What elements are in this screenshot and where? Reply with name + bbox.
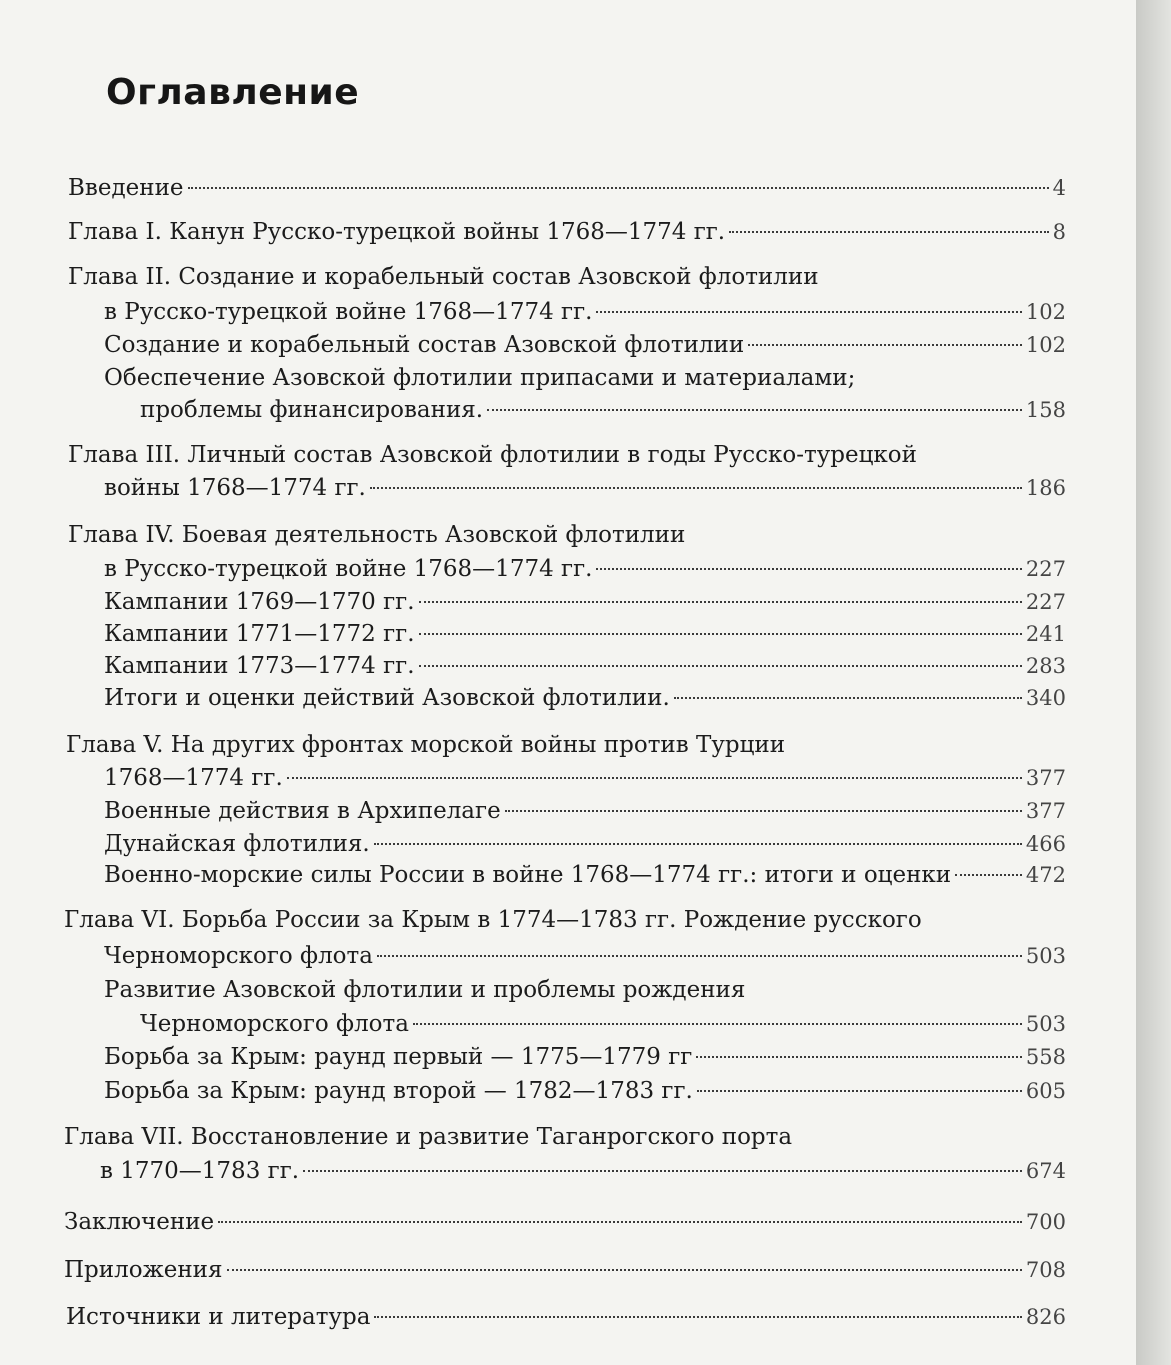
toc-entry-page: 158 [1025,398,1066,422]
toc-entry-page: 102 [1025,333,1066,357]
toc-entry-sources [66,1301,1066,1333]
toc-entry-page: 503 [1025,1012,1066,1036]
toc-entry-label: Глава VII. Восстановление и развитие Таганрогского порта [64,1124,793,1150]
toc-entry-label: Приложения [64,1257,223,1283]
toc-entry-chapter-4 [104,553,1066,585]
leader-dots [505,810,1022,812]
leader-dots [218,1221,1022,1223]
toc-entry-section [104,1041,1066,1073]
toc-entry-label: Кампании 1769—1770 гг. [104,589,415,615]
toc-entry-section [104,1075,1066,1107]
leader-dots [696,1056,1022,1058]
toc-entry-label: Глава V. На других фронтах морской войны против Турции [66,732,786,758]
toc-entry-section [104,586,1066,618]
leader-dots [413,1023,1022,1025]
toc-entry-page: 227 [1025,590,1066,614]
toc-entry-chapter-3 [104,472,1066,504]
toc-entry-label: Развитие Азовской флотилии и проблемы рождения [104,977,746,1003]
toc-entry-label: Кампании 1773—1774 гг. [104,653,415,679]
leader-dots [697,1090,1022,1092]
toc-entry-label: Черноморского флота [140,1011,409,1037]
leader-dots [287,777,1022,779]
toc-entry-page: 826 [1025,1305,1066,1329]
toc-entry-page: 674 [1025,1159,1066,1183]
leader-dots [419,601,1022,603]
toc-entry-section [104,329,1066,361]
toc-entry-section-heading [104,974,1066,1006]
toc-entry-page: 4 [1052,176,1066,200]
toc-entry-label: Итоги и оценки действий Азовской флотилии. [104,685,670,711]
toc-entry-page: 8 [1052,220,1066,244]
leader-dots [955,874,1022,876]
toc-entry-label: Дунайская флотилия. [104,831,370,857]
leader-dots [227,1269,1022,1271]
toc-entry-appendices [64,1254,1066,1286]
leader-dots [748,344,1022,346]
toc-entry-page: 503 [1025,944,1066,968]
leader-dots [596,311,1021,313]
toc-entry-label: проблемы финансирования. [140,397,484,423]
toc-entry-conclusion [64,1206,1066,1238]
toc-entry-chapter-7-heading [64,1121,1066,1153]
toc-entry-section [104,795,1066,827]
leader-dots [729,231,1049,233]
toc-entry-section [104,682,1066,714]
toc-entry-label: Военно-морские силы России в войне 1768—1774 гг.: итоги и оценки [104,862,952,888]
toc-entry-label: в Русско-турецкой войне 1768—1774 гг. [104,556,593,582]
toc-entry-page: 102 [1025,300,1066,324]
toc-entry-label: Обеспечение Азовской флотилии припасами и материалами; [104,365,856,391]
toc-entry-label: Глава IV. Боевая деятельность Азовской флотилии [68,522,686,548]
leader-dots [374,843,1022,845]
toc-entry-page: 472 [1025,863,1066,887]
toc-entry-label: Источники и литература [66,1304,371,1330]
toc-entry-label: в 1770—1783 гг. [100,1158,300,1184]
toc-entry-label: Глава II. Создание и корабельный состав Азовской флотилии [68,264,819,290]
leader-dots [596,568,1021,570]
toc-entry-chapter-6 [104,940,1066,972]
toc-entry-page: 377 [1025,766,1066,790]
toc-entry-label: Кампании 1771—1772 гг. [104,621,415,647]
toc-entry-label: Введение [68,175,184,201]
toc-entry-section-heading [104,362,1066,394]
toc-entry-page: 227 [1025,557,1066,581]
toc-entry-introduction [68,172,1066,204]
toc-entry-label: Черноморского флота [104,943,373,969]
leader-dots [188,187,1049,189]
toc-entry-label: войны 1768—1774 гг. [104,475,366,501]
toc-entry-page: 241 [1025,622,1066,646]
toc-entry-label: Создание и корабельный состав Азовской флотилии [104,332,745,358]
toc-entry-chapter-2-heading [68,261,1066,293]
toc-entry-chapter-1 [68,216,1066,248]
toc-entry-section [104,618,1066,650]
toc-entry-page: 283 [1025,654,1066,678]
toc-entry-chapter-5-heading [66,729,1066,761]
toc-entry-label: Борьба за Крым: раунд первый — 1775—1779 гг [104,1044,693,1070]
leader-dots [370,487,1022,489]
page-title: Оглавление [106,72,360,113]
toc-entry-page: 700 [1025,1210,1066,1234]
leader-dots [487,409,1022,411]
toc-entry-section [140,1008,1066,1040]
toc-entry-chapter-6-heading [64,904,1066,936]
leader-dots [419,633,1022,635]
toc-entry-chapter-5 [104,762,1066,794]
leader-dots [374,1316,1021,1318]
adjacent-page-edge [1136,0,1171,1365]
toc-entry-page: 377 [1025,799,1066,823]
toc-entry-chapter-2 [104,296,1066,328]
toc-entry-page: 558 [1025,1045,1066,1069]
toc-entry-label: Военные действия в Архипелаге [104,798,501,824]
leader-dots [674,697,1022,699]
toc-entry-section [140,394,1066,426]
toc-entry-page: 605 [1025,1079,1066,1103]
toc-entry-label: Глава I. Канун Русско-турецкой войны 1768—1774 гг. [68,219,726,245]
leader-dots [303,1170,1022,1172]
toc-entry-section [104,859,1066,891]
toc-entry-label: Борьба за Крым: раунд второй — 1782—1783 гг. [104,1078,693,1104]
leader-dots [377,955,1022,957]
toc-entry-chapter-4-heading [68,519,1066,551]
toc-entry-label: Заключение [64,1209,215,1235]
toc-entry-chapter-7 [100,1155,1066,1187]
toc-entry-label: Глава VI. Борьба России за Крым в 1774—1783 гг. Рождение русского [64,907,922,933]
toc-entry-label: Глава III. Личный состав Азовской флотилии в годы Русско-турецкой [68,442,917,468]
toc-entry-label: в Русско-турецкой войне 1768—1774 гг. [104,299,593,325]
toc-entry-page: 466 [1025,832,1066,856]
toc-entry-label: 1768—1774 гг. [104,765,283,791]
toc-entry-page: 340 [1025,686,1066,710]
toc-entry-chapter-3-heading [68,439,1066,471]
leader-dots [419,665,1022,667]
toc-entry-page: 708 [1025,1258,1066,1282]
toc-entry-page: 186 [1025,476,1066,500]
toc-entry-section [104,828,1066,860]
toc-entry-section [104,650,1066,682]
